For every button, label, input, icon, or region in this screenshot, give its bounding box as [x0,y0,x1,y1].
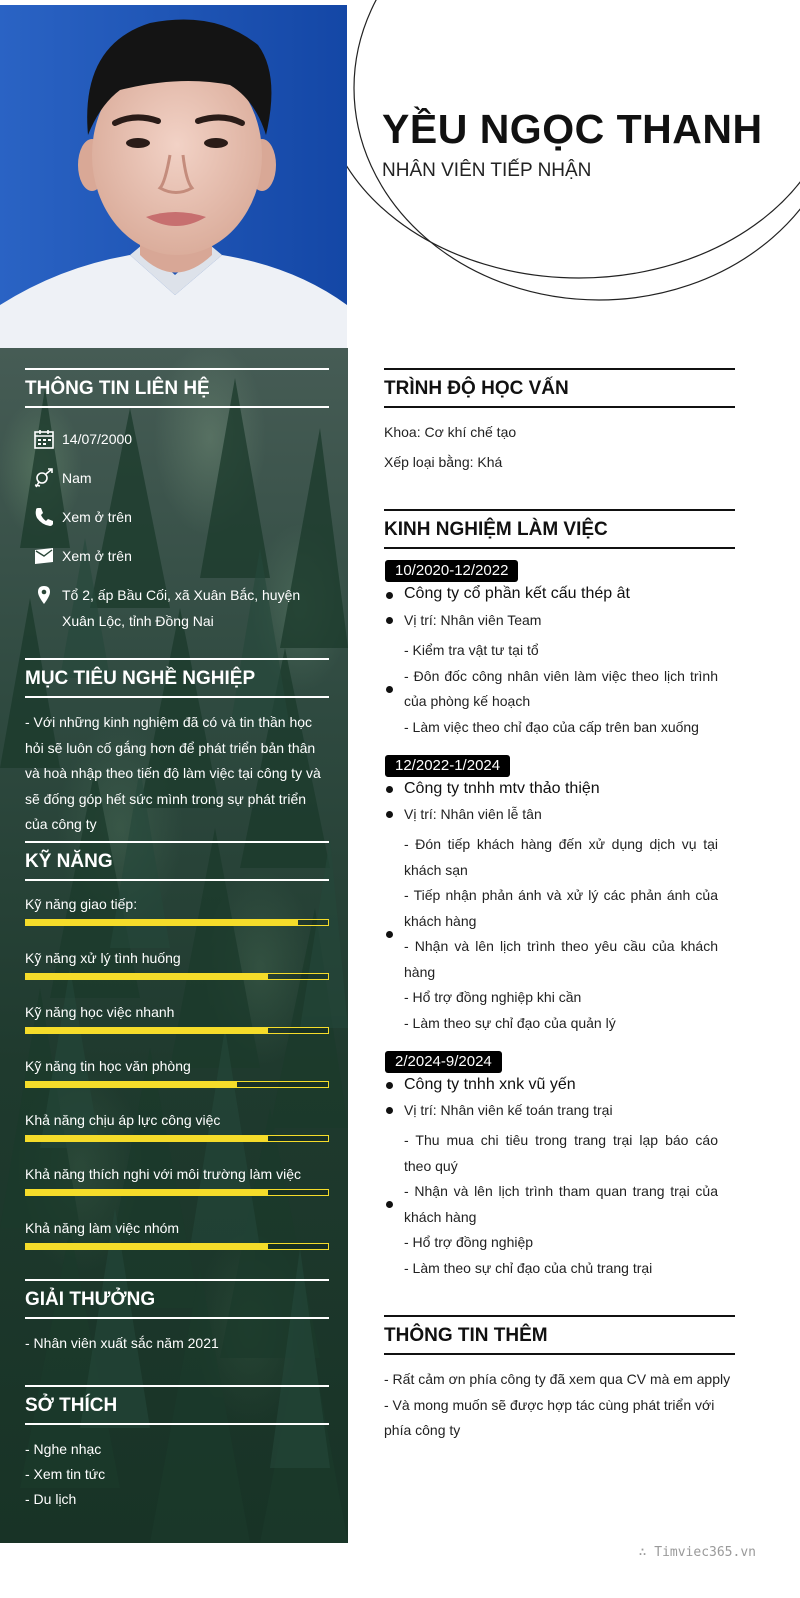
skill-bar [25,1081,329,1088]
birthday-value: 14/07/2000 [62,431,133,447]
job-tasks [404,1128,718,1281]
phone-value: Xem ở trên [62,509,132,525]
job-company: Công ty cổ phần kết cấu thép ât [404,585,630,602]
experience-section-title: KINH NGHIỆM LÀM VIỆC [384,509,735,549]
job-period-badge: 12/2022-1/2024 [385,755,510,777]
gender-value: Nam [62,470,92,486]
job-position: Vị trí: Nhân viên kế toán trang trại [404,1102,613,1118]
sidebar [0,348,348,1543]
gender-icon [33,467,55,489]
skill-label: Kỹ năng giao tiếp: [25,896,138,912]
additional-line: - Và mong muốn sẽ được hợp tác cùng phát triển với phía công ty [384,1396,715,1438]
job-position: Vị trí: Nhân viên Team [404,612,542,628]
job-company: Công ty tnhh xnk vũ yến [404,1076,576,1093]
skill-bar-fill [26,974,268,979]
contact-address [25,582,330,634]
task-item: - Làm việc theo chỉ đạo của cấp trên ban xuống [404,718,699,735]
contact-gender [25,465,330,491]
objective-section-title: MỤC TIÊU NGHỀ NGHIỆP [25,658,329,698]
skills-section-title: KỸ NĂNG [25,841,329,881]
contact-birthday [25,426,330,452]
skill-label: Kỹ năng tin học văn phòng [25,1058,191,1074]
job-period-badge: 10/2020-12/2022 [385,560,518,582]
skill-bar-fill [26,920,298,925]
education-section-title: TRÌNH ĐỘ HỌC VẤN [384,368,735,408]
skill-label: Kỹ năng học việc nhanh [25,1004,175,1020]
profile-photo [0,5,347,348]
phone-icon [33,506,55,528]
hobbies-section-title: SỞ THÍCH [25,1385,329,1425]
additional-text [384,1367,736,1444]
skill-bar [25,1135,329,1142]
task-item: - Thu mua chi tiêu trong trang trại lạp báo cáo theo quý [404,1132,718,1174]
job-tasks [404,832,718,1036]
task-item: - Nhận và lên lịch trình tham quan trang trại của khách hàng [404,1183,718,1225]
address-value: Tổ 2, ấp Bầu Cối, xã Xuân Bắc, huyện Xuân Lộc, tỉnh Đồng Nai [62,587,301,629]
task-item: - Tiếp nhận phản ánh và xử lý các phản ánh của khách hàng [404,887,718,929]
bullet-dot [386,686,393,693]
calendar-icon [33,428,55,450]
skill-bar-fill [26,1136,268,1141]
skill-label: Khả năng chịu áp lực công việc [25,1112,221,1128]
skill-label: Khả năng thích nghi với môi trường làm việc [25,1166,301,1182]
contact-section-title: THÔNG TIN LIÊN HỆ [25,368,329,408]
task-item: - Nhận và lên lịch trình theo yêu cầu của khách hàng [404,938,718,980]
bullet-dot [386,617,393,624]
bullet-dot [386,592,393,599]
skill-bar [25,1243,329,1250]
objective-text: - Với những kinh nghiệm đã có và tin thần học hỏi sẽ luôn cố gắng hơn để phát triển bản thân và hoà nhập theo tiến độ làm việc tại công ty và sẽ đống góp hết sức mình trong sự phát triển của công ty [25,714,321,832]
skill-bar [25,1027,329,1034]
email-value: Xem ở trên [62,548,132,564]
bullet-dot [386,1201,393,1208]
additional-line: - Rất cảm ơn phía công ty đã xem qua CV mà em apply [384,1371,731,1387]
envelope-icon [33,545,55,567]
task-item: - Làm theo sự chỉ đạo của chủ trang trại [404,1259,653,1276]
additional-section-title: THÔNG TIN THÊM [384,1315,735,1355]
bullet-dot [386,1082,393,1089]
skill-label: Khả năng làm việc nhóm [25,1220,180,1236]
task-item: - Hổ trợ đồng nghiệp [404,1234,534,1250]
job-company: Công ty tnhh mtv thảo thiện [404,780,600,797]
job-tasks [404,638,718,740]
bullet-dot [386,1107,393,1114]
task-item: - Làm theo sự chỉ đạo của quản lý [404,1014,616,1031]
job-period-badge: 2/2024-9/2024 [385,1051,502,1073]
hobby-item: - Nghe nhạc [25,1441,102,1457]
hobby-item: - Xem tin tức [25,1466,106,1482]
skill-label: Kỹ năng xử lý tình huống [25,950,181,966]
skill-bar-fill [26,1244,268,1249]
bullet-dot [386,786,393,793]
skill-bar [25,973,329,980]
skill-bar-fill [26,1082,237,1087]
bullet-dot [386,931,393,938]
job-position: Vị trí: Nhân viên lễ tân [404,806,542,822]
task-item: - Đôn đốc công nhân viên làm việc theo lịch trình của phòng kế hoạch [404,667,718,709]
contact-phone [25,504,330,530]
skill-bar-fill [26,1190,268,1195]
contact-email [25,543,330,569]
watermark: ∴ Timviec365.vn [638,1545,756,1560]
candidate-name: YỀU NGỌC THANH [382,106,763,152]
skill-bar [25,1189,329,1196]
task-item: - Kiểm tra vật tư tại tổ [404,642,539,658]
task-item: - Đón tiếp khách hàng đến xử dụng dịch vụ tại khách sạn [404,836,718,878]
job-title: NHÂN VIÊN TIẾP NHẬN [382,160,592,181]
award-item: - Nhân viên xuất sắc năm 2021 [25,1335,219,1351]
location-pin-icon [33,584,55,606]
skill-bar-fill [26,1028,268,1033]
task-item: - Hổ trợ đồng nghiệp khi cần [404,989,582,1005]
hobby-item: - Du lịch [25,1491,77,1507]
education-major: Khoa: Cơ khí chế tạo [384,424,517,440]
skill-bar [25,919,329,926]
education-grade: Xếp loại bằng: Khá [384,454,503,470]
bullet-dot [386,811,393,818]
awards-section-title: GIẢI THƯỞNG [25,1279,329,1319]
